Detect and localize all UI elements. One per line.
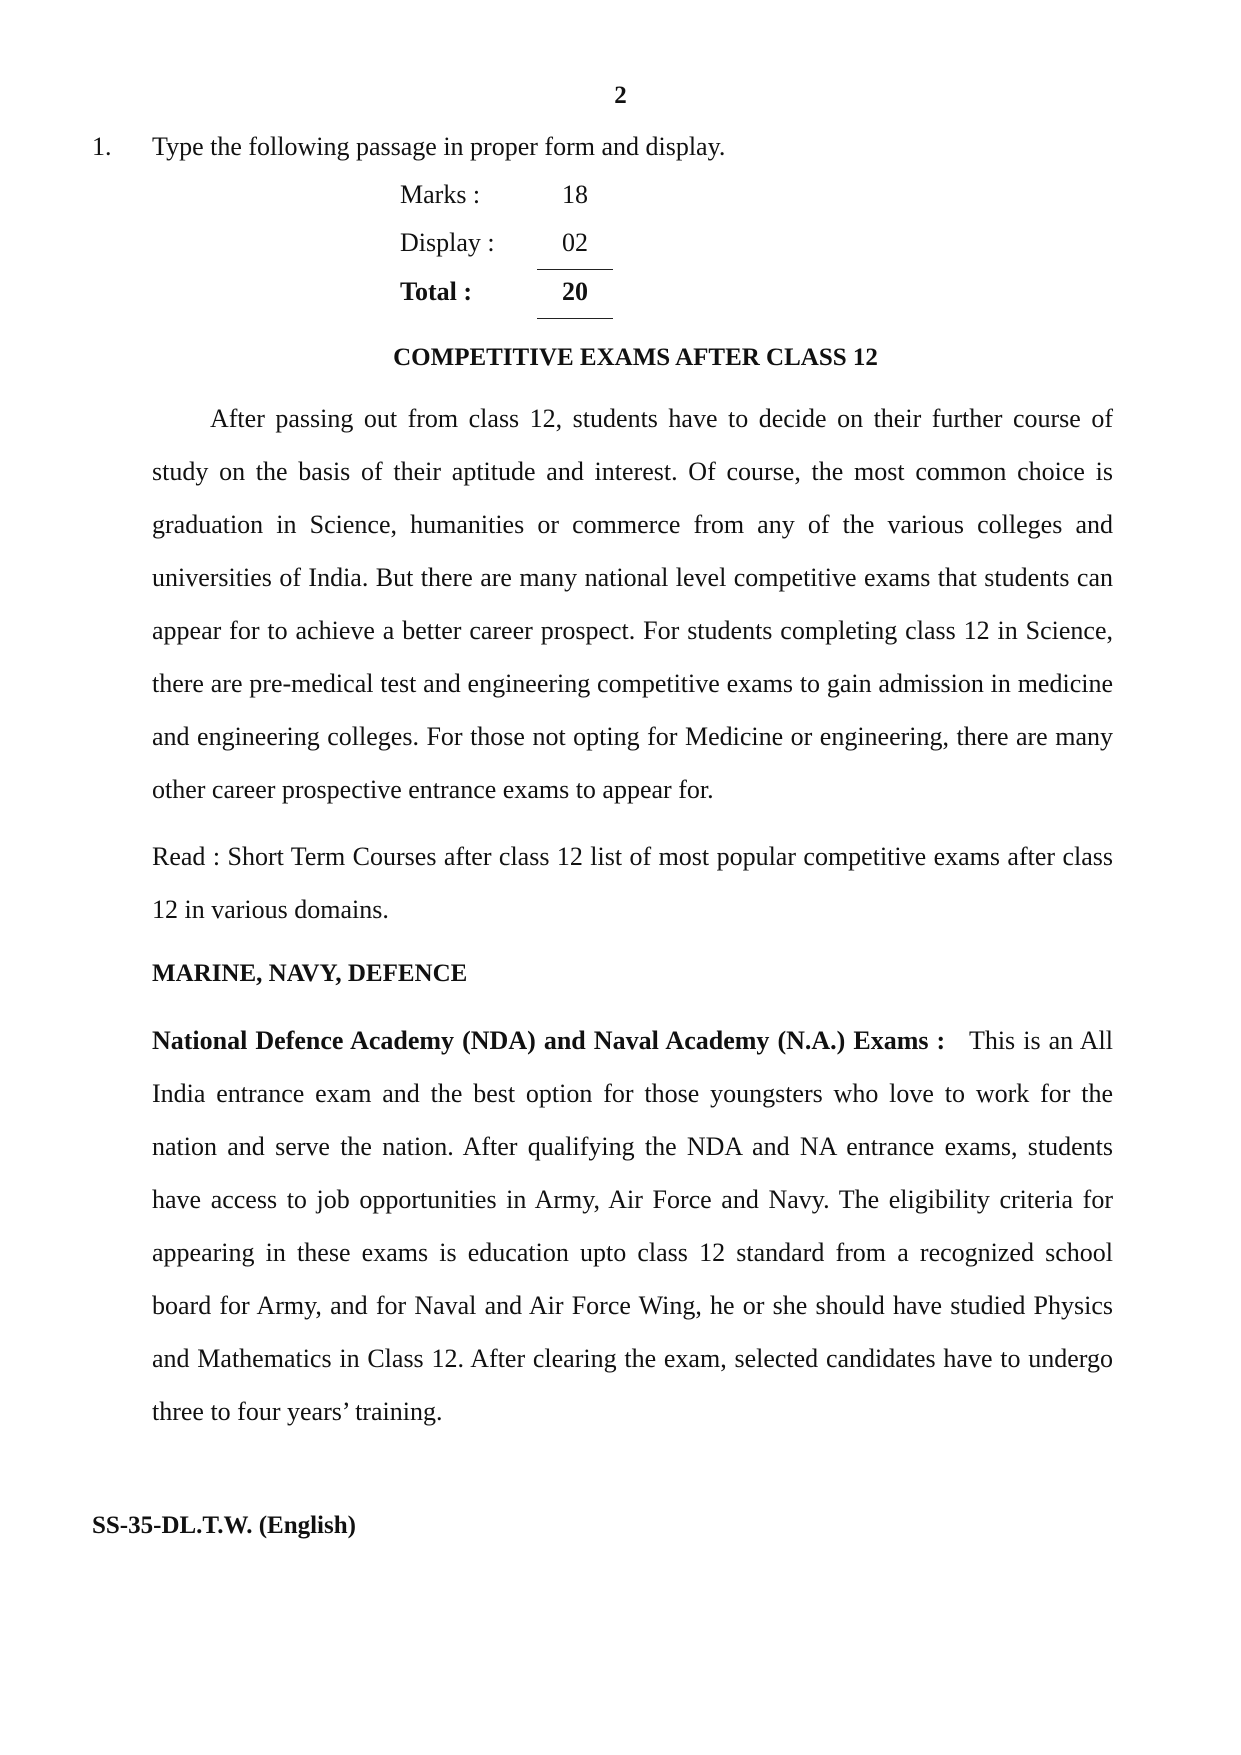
paper-code-footer: SS-35-DL.T.W. (English) [92, 1512, 356, 1539]
page-number: 2 [614, 82, 627, 109]
paragraph-nda-lead: National Defence Academy (NDA) and Naval Academy (N.A.) Exams : [152, 1026, 946, 1055]
section-heading: MARINE, NAVY, DEFENCE [152, 960, 468, 987]
paragraph-read: Read : Short Term Courses after class 12 list of most popular competitive exams after class 12 in various domains. [152, 842, 1113, 924]
marks-label: Marks : [400, 180, 481, 209]
paragraph-intro: After passing out from class 12, students have to decide on their further course of study on the basis of their aptitude and interest. Of course, the most common choice is graduation in Science, humanities or commerce from any of the various colleges and universities of India. But there are many national level competitive exams that students can appear for to achieve a better career prospect. For students completing class 12 in Science, there are pre-medical test and engineering competitive exams to gain admission in medicine and engineering colleges. For those not opting for Medicine or engineering, there are many other career prospective entrance exams to appear for. [152, 404, 1113, 804]
question-instruction: Type the following passage in proper form and display. [152, 132, 726, 161]
passage-title: COMPETITIVE EXAMS AFTER CLASS 12 [393, 344, 878, 371]
display-value: 02 [562, 228, 588, 257]
total-label: Total : [400, 277, 472, 306]
display-label: Display : [400, 228, 495, 257]
total-top-rule [537, 269, 613, 270]
total-bottom-rule [537, 318, 613, 319]
question-number: 1. [92, 132, 112, 161]
total-value: 20 [562, 277, 588, 306]
paragraph-nda-body: This is an All India entrance exam and the best option for those youngsters who love to work for the nation and serve the nation. After qualifying the NDA and NA entrance exams, students have access to job opportunities in Army, Air Force and Navy. The eligibility criteria for appearing in these exams is education upto class 12 standard from a recognized school board for Army, and for Naval and Air Force Wing, he or she should have studied Physics and Mathematics in Class 12. After clearing the exam, selected candidates have to undergo three to four years’ training. [152, 1026, 1114, 1426]
paragraph-nda [152, 1014, 1113, 1438]
marks-value: 18 [562, 180, 588, 209]
